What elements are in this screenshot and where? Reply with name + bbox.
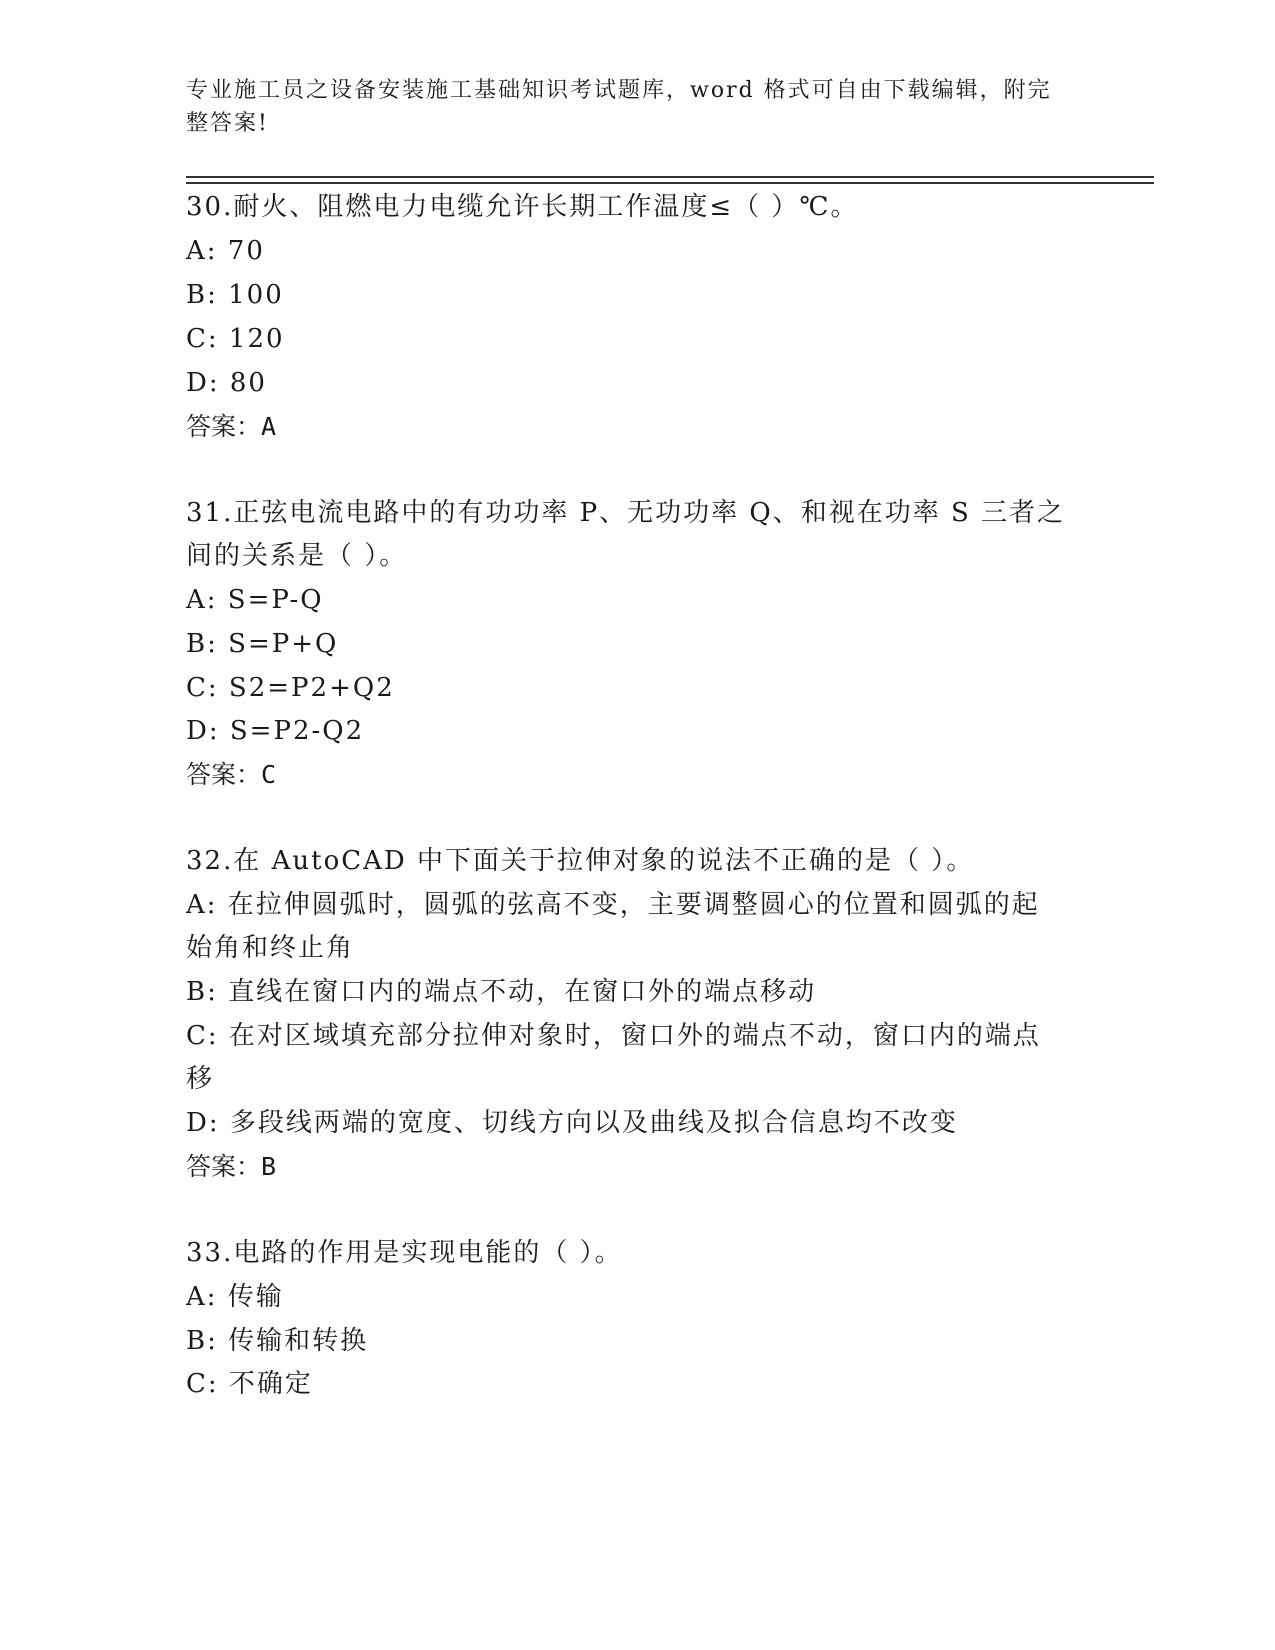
question-32-option-d: D: 多段线两端的宽度、切线方向以及曲线及拟合信息均不改变 <box>186 1108 958 1138</box>
question-30-option-a: A: 70 <box>186 236 265 266</box>
question-30-stem: 30.耐火、阻燃电力电缆允许长期工作温度≤（ ）℃。 <box>186 192 859 222</box>
header-line-1: 专业施工员之设备安装施工基础知识考试题库，word 格式可自由下载编辑，附完 <box>186 78 1052 103</box>
question-32-answer: 答案：B <box>186 1152 277 1181</box>
question-31-stem-line-1: 31.正弦电流电路中的有功功率 P、无功功率 Q、和视在功率 S 三者之 <box>186 498 1066 528</box>
question-33-option-a: A: 传输 <box>186 1282 284 1312</box>
question-32-option-a-line-1: A: 在拉伸圆弧时，圆弧的弦高不变，主要调整圆心的位置和圆弧的起 <box>186 890 1040 920</box>
question-31-option-b: B: S=P+Q <box>186 629 339 659</box>
question-33-option-c: C: 不确定 <box>186 1369 313 1399</box>
document-header <box>186 74 1066 140</box>
question-30-option-d: D: 80 <box>186 368 267 398</box>
question-31-answer: 答案：C <box>186 760 277 789</box>
question-33-stem: 33.电路的作用是实现电能的（ ）。 <box>186 1238 623 1268</box>
header-divider-top <box>186 176 1154 178</box>
question-30-answer: 答案：A <box>186 412 277 441</box>
question-31-option-a: A: S=P-Q <box>186 585 324 615</box>
question-32-option-c-line-1: C: 在对区域填充部分拉伸对象时，窗口外的端点不动，窗口内的端点 <box>186 1021 1041 1051</box>
header-divider-bottom <box>186 182 1154 184</box>
header-line-2: 整答案! <box>186 111 269 136</box>
question-31-option-c: C: S2=P2+Q2 <box>186 673 395 703</box>
question-32-stem: 32.在 AutoCAD 中下面关于拉伸对象的说法不正确的是（ ）。 <box>186 846 975 876</box>
question-31-stem-line-2: 间的关系是（ ）。 <box>186 541 408 571</box>
question-32-option-b: B: 直线在窗口内的端点不动，在窗口外的端点移动 <box>186 977 817 1007</box>
question-30-option-c: C: 120 <box>186 324 285 354</box>
question-32-option-a-line-2: 始角和终止角 <box>186 933 355 963</box>
question-33-option-b: B: 传输和转换 <box>186 1326 369 1356</box>
question-32-option-c-line-2: 移 <box>186 1064 215 1094</box>
question-31-option-d: D: S=P2-Q2 <box>186 716 365 746</box>
question-30-option-b: B: 100 <box>186 280 284 310</box>
